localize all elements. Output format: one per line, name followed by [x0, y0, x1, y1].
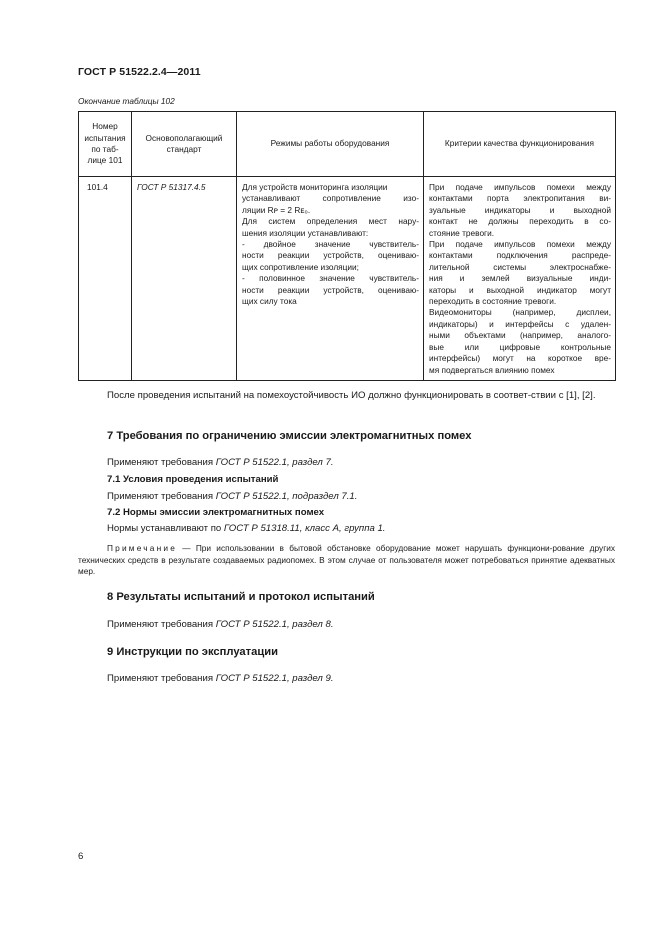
subsection-7-1-text: Применяют требования ГОСТ Р 51522.1, подраздел 7.1. [107, 491, 358, 502]
table-caption: Окончание таблицы 102 [78, 96, 175, 106]
post-table-paragraph: После проведения испытаний на помехоустойчивость ИО должно функционировать в соответ-ствии с [1], [2]. [107, 390, 596, 401]
cell-test-number: 101.4 [79, 177, 132, 381]
table-row [79, 177, 616, 381]
section-7-intro: Применяют требования ГОСТ Р 51522.1, раздел 7. [107, 457, 334, 468]
subsection-7-2-text: Нормы устанавливают по ГОСТ Р 51318.11, класс А, группа 1. [107, 523, 386, 534]
table-header-row [79, 112, 616, 177]
section-7-heading: 7 Требования по ограничению эмиссии электромагнитных помех [107, 430, 472, 442]
page-number: 6 [78, 851, 84, 862]
standards-table [78, 111, 616, 381]
section-8-heading: 8 Результаты испытаний и протокол испытаний [107, 591, 375, 603]
header-operating-modes: Режимы работы оборудования [237, 112, 424, 177]
cell-operating-modes: Для устройств мониторинга изоляции устанавливают сопротивление изо- ляции Rᴘ = 2 Rᴇ₀. Для систем определения мест нару- шения изоляции устанавливают: - двойное значение чувствитель- ности реакции устройств, оцениваю- щих сопротивление изоляции; - половинное значение чувствитель- ности реакции устройств, оцениваю- щих силу тока [237, 177, 424, 381]
cell-base-standard: ГОСТ Р 51317.4.5 [132, 177, 237, 381]
subsection-7-1-heading: 7.1 Условия проведения испытаний [107, 474, 279, 485]
note-label: Примечание [107, 543, 178, 553]
section-9-text: Применяют требования ГОСТ Р 51522.1, раздел 9. [107, 673, 334, 684]
header-test-number: Номер испытания по таб- лице 101 [79, 112, 132, 177]
subsection-7-2-heading: 7.2 Нормы эмиссии электромагнитных помех [107, 507, 325, 518]
section-8-text: Применяют требования ГОСТ Р 51522.1, раздел 8. [107, 619, 334, 630]
header-base-standard: Основополагающий стандарт [132, 112, 237, 177]
section-9-heading: 9 Инструкции по эксплуатации [107, 646, 278, 658]
header-quality-criteria: Критерии качества функционирования [424, 112, 616, 177]
note-paragraph: Примечание — При использовании в бытовой обстановке оборудование может нарушать функциони-рование других технических средств в результате создаваемых радиопомех. В этом случае от пользователя может потребоваться принятие адекватных мер. [78, 543, 615, 577]
document-header: ГОСТ Р 51522.2.4—2011 [78, 66, 201, 78]
cell-quality-criteria: При подаче импульсов помехи между контактами порта электропитания ви- зуальные индикаторы и выходной контакт не должны переходить в со- стояние тревоги. При подаче импульсов помехи между контактами подключения распреде- лительной системы электроснабже- ния и землей визуальные инди- каторы и выходной индикатор могут переходить в состояние тревоги. Видеомониторы (например, дисплеи, индикаторы) и интерфейсы с удален- ными объектами (например, аналого- вые или цифровые контрольные интерфейсы) могут на короткое вре- мя подвергаться влиянию помех [424, 177, 616, 381]
